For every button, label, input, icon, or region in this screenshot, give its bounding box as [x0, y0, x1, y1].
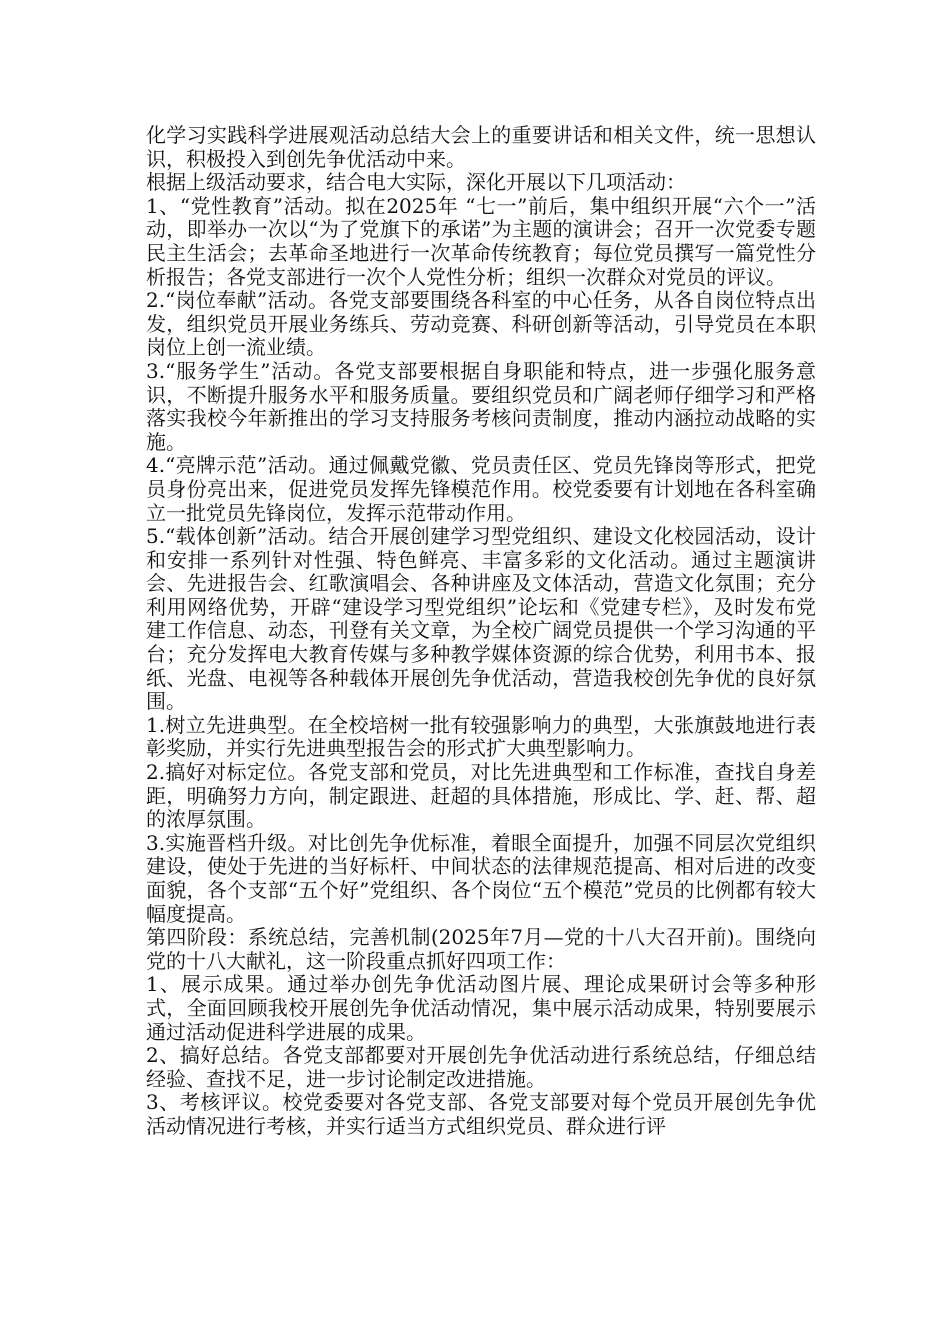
paragraph-4: 2.“岗位奉献”活动。各党支部要围绕各科室的中心任务，从各自岗位特点出发，组织党员开展业务练兵、劳动竞赛、科研创新等活动，引导党员在本职岗位上创一流业绩。 [146, 288, 816, 360]
paragraph-14: 3、考核评议。校党委要对各党支部、各党支部要对每个党员开展创先争优活动情况进行考核，并实行适当方式组织党员、群众进行评 [146, 1090, 816, 1138]
paragraph-2: 根据上级活动要求，结合电大实际，深化开展以下几项活动： [146, 170, 686, 195]
paragraph-7: 5.“载体创新”活动。结合开展创建学习型党组织、建设文化校园活动，设计和安排一系列针对性强、特色鲜亮、丰富多彩的文化活动。通过主题演讲会、先进报告会、红歌演唱会、各种讲座及文体活动，营造文化氛围；充分利用网络优势，开辟“建设学习型党组织”论坛和《党建专栏》，及时发布党建工作信息、动态，刊登有关文章，为全校广阔党员提供一个学习沟通的平台；充分发挥电大教育传媒与多种教学媒体资源的综合优势，利用书本、报纸、光盘、电视等各种载体开展创先争优活动，营造我校创先争优的良好氛围。 [146, 524, 816, 714]
paragraph-12: 1、展示成果。通过举办创先争优活动图片展、理论成果研讨会等多种形式，全面回顾我校开展创先争优活动情况，集中展示活动成果，特别要展示通过活动促进科学进展的成果。 [146, 972, 816, 1044]
paragraph-11: 第四阶段：系统总结，完善机制(2025年7月—党的十八大召开前)。围绕向党的十八大献礼，这一阶段重点抓好四项工作： [146, 925, 816, 973]
paragraph-6: 4.“亮牌示范”活动。通过佩戴党徽、党员责任区、党员先锋岗等形式，把党员身份亮出来，促进党员发挥先锋模范作用。校党委要有计划地在各科室确立一批党员先锋岗位，发挥示范带动作用。 [146, 453, 816, 525]
paragraph-5: 3.“服务学生”活动。各党支部要根据自身职能和特点，进一步强化服务意识，不断提升服务水平和服务质量。要组织党员和广阔老师仔细学习和严格落实我校今年新推出的学习支持服务考核问责制度，推动内涵拉动战略的实施。 [146, 358, 816, 454]
paragraph-8: 1.树立先进典型。在全校培树一批有较强影响力的典型，大张旗鼓地进行表彰奖励，并实行先进典型报告会的形式扩大典型影响力。 [146, 712, 816, 761]
paragraph-10: 3.实施晋档升级。对比创先争优标准，着眼全面提升，加强不同层次党组织建设，使处于先进的当好标杆、中间状态的法律规范提高、相对后进的改变面貌，各个支部“五个好”党组织、各个岗位“五个模范”党员的比例都有较大幅度提高。 [146, 830, 816, 926]
paragraph-9: 2.搞好对标定位。各党支部和党员，对比先进典型和工作标准，查找自身差距，明确努力方向，制定跟进、赶超的具体措施，形成比、学、赶、帮、超的浓厚氛围。 [146, 760, 816, 832]
paragraph-3: 1、“党性教育”活动。拟在2025年 “七一”前后，集中组织开展“六个一”活动，即举办一次以“为了党旗下的承诺”为主题的演讲会；召开一次党委专题民主生活会；去革命圣地进行一次革命传统教育；每位党员撰写一篇党性分析报告；各党支部进行一次个人党性分析；组织一次群众对党员的评议。 [146, 193, 816, 289]
paragraph-1: 化学习实践科学进展观活动总结大会上的重要讲话和相关文件，统一思想认识，积极投入到创先争优活动中来。 [146, 123, 816, 171]
paragraph-13: 2、搞好总结。各党支部都要对开展创先争优活动进行系统总结，仔细总结经验、查找不足，进一步讨论制定改进措施。 [146, 1043, 816, 1091]
document-body [146, 124, 816, 1139]
